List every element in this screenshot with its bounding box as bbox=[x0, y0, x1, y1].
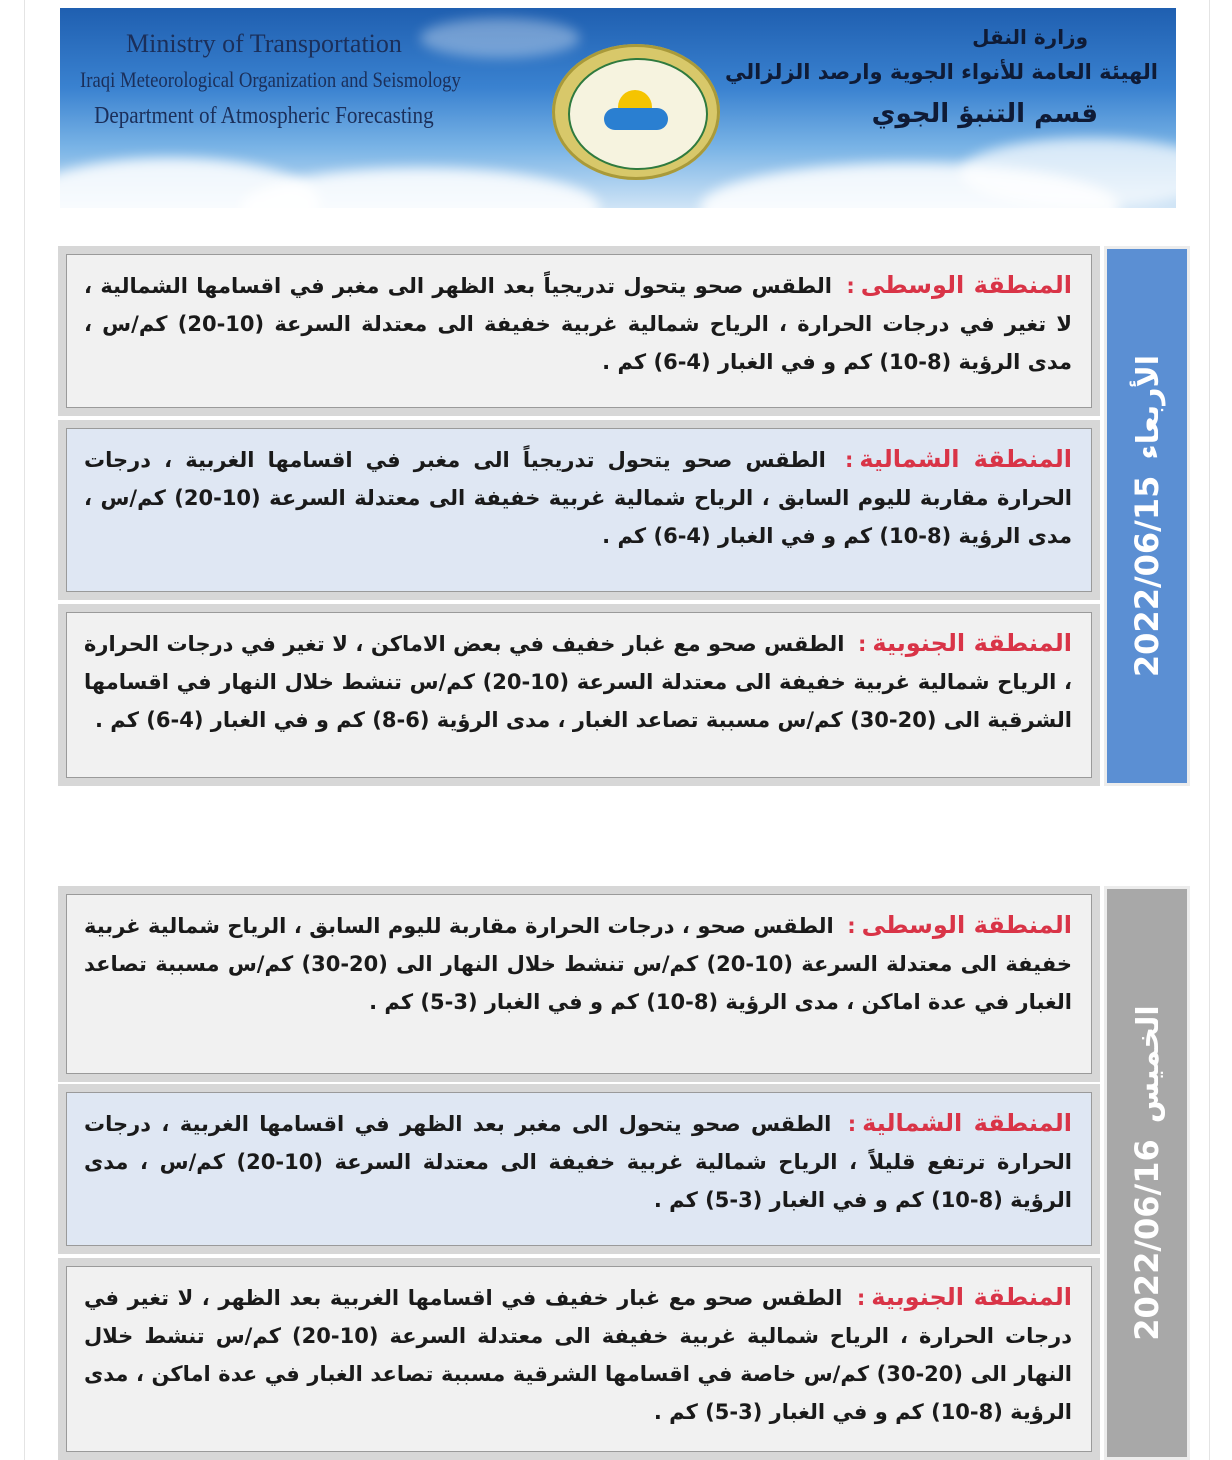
region-forecast: المنطقة الجنوبية: الطقس صحو مع غبار خفيف في اقسامها الغربية بعد الظهر ، لا تغير في درجات الحرارة ، الرياح شمالية غربية خفيفة الى معتدلة السرعة (10-20) كم/س تنشط خلال النهار الى (20-30) كم/س خاصة في اقسامها الشرقية مسببة تصاعد الغبار في عدة اماكن ، مدى الرؤية (8-10) كم و في الغبار (3-5) كم . bbox=[84, 1283, 1072, 1424]
date-label bbox=[1128, 355, 1166, 677]
region-central bbox=[58, 886, 1100, 1082]
region-forecast-text: الطقس صحو ، درجات الحرارة مقاربة لليوم السابق ، الرياح شمالية غربية خفيفة الى معتدلة السرعة (10-20) كم/س تنشط خلال النهار الى (20-30) كم/س مسببة تصاعد الغبار في عدة اماكن ، مدى الرؤية (8-10) كم و في الغبار (3-5) كم . bbox=[84, 914, 1072, 1014]
date-bar bbox=[1104, 246, 1190, 786]
organization-name-en: Iraqi Meteorological Organization and Seismology bbox=[80, 67, 461, 92]
organization-name-ar: الهيئة العامة للأنواء الجوية وارصد الزلزالي bbox=[725, 60, 1158, 84]
department-name-ar: قسم التنبؤ الجوي bbox=[871, 99, 1098, 129]
region-forecast-text: الطقس صحو مع غبار خفيف في بعض الاماكن ، لا تغير في درجات الحرارة ، الرياح شمالية غربية خفيفة الى معتدلة السرعة (10-20) كم/س تنشط خلال النهار في اقسامها الشرقية الى (20-30) كم/س مسببة تصاعد الغبار ، مدى الرؤية (6-8) كم و في الغبار (4-6) كم . bbox=[84, 632, 1072, 732]
region-name: المنطقة الشمالية bbox=[859, 445, 1072, 473]
region-forecast: المنطقة الشمالية: الطقس صحو يتحول تدريجياً الى مغبر في اقسامها الغربية ، درجات الحرارة مقاربة لليوم السابق ، الرياح شمالية غربية خفيفة الى معتدلة السرعة (10-20) كم/س ، مدى الرؤية (8-10) كم و في الغبار (4-6) كم . bbox=[84, 445, 1072, 548]
header-arabic bbox=[725, 22, 1158, 136]
page-edge-left bbox=[0, 0, 25, 1460]
region-name: المنطقة الجنوبية bbox=[871, 1283, 1072, 1311]
date-label bbox=[1128, 1005, 1166, 1340]
region-southern bbox=[58, 1258, 1100, 1460]
region-forecast: المنطقة الجنوبية: الطقس صحو مع غبار خفيف في بعض الاماكن ، لا تغير في درجات الحرارة ، الرياح شمالية غربية خفيفة الى معتدلة السرعة (10-20) كم/س تنشط خلال النهار في اقسامها الشرقية الى (20-30) كم/س مسببة تصاعد الغبار ، مدى الرؤية (6-8) كم و في الغبار (4-6) كم . bbox=[84, 629, 1072, 732]
region-forecast-text: الطقس صحو يتحول تدريجياً بعد الظهر الى مغبر في اقسامها الشمالية ، لا تغير في درجات الحرارة ، الرياح شمالية غربية خفيفة الى معتدلة السرعة (10-20) كم/س ، مدى الرؤية (8-10) كم و في الغبار (4-6) كم . bbox=[84, 274, 1072, 374]
region-forecast-text: الطقس صحو يتحول الى مغبر بعد الظهر في اقسامها الغربية ، درجات الحرارة ترتفع قليلاً ، الرياح شمالية غربية خفيفة الى معتدلة السرعة (10-20) كم/س ، مدى الرؤية (8-10) كم و في الغبار (3-5) كم . bbox=[84, 1112, 1073, 1212]
region-name: المنطقة الوسطى bbox=[861, 911, 1073, 939]
department-name-en: Department of Atmospheric Forecasting bbox=[94, 103, 434, 129]
header-english bbox=[80, 26, 528, 134]
region-northern bbox=[58, 1084, 1100, 1254]
ministry-name-en: Ministry of Transportation bbox=[126, 29, 402, 58]
region-forecast-text: الطقس صحو مع غبار خفيف في اقسامها الغربية بعد الظهر ، لا تغير في درجات الحرارة ، الرياح شمالية غربية خفيفة الى معتدلة السرعة (10-20) كم/س تنشط خلال النهار الى (20-30) كم/س خاصة في اقسامها الشرقية مسببة تصاعد الغبار في عدة اماكن ، مدى الرؤية (8-10) كم و في الغبار (3-5) كم . bbox=[84, 1286, 1072, 1424]
region-southern bbox=[58, 604, 1100, 786]
region-central bbox=[58, 246, 1100, 416]
region-forecast-text: الطقس صحو يتحول تدريجياً الى مغبر في اقسامها الغربية ، درجات الحرارة مقاربة لليوم السابق ، الرياح شمالية غربية خفيفة الى معتدلة السرعة (10-20) كم/س ، مدى الرؤية (8-10) كم و في الغبار (4-6) كم . bbox=[84, 448, 1072, 548]
region-name: المنطقة الجنوبية bbox=[872, 629, 1072, 657]
header-banner bbox=[60, 8, 1176, 208]
region-forecast: المنطقة الشمالية: الطقس صحو يتحول الى مغبر بعد الظهر في اقسامها الغربية ، درجات الحرارة ترتفع قليلاً ، الرياح شمالية غربية خفيفة الى معتدلة السرعة (10-20) كم/س ، مدى الرؤية (8-10) كم و في الغبار (3-5) كم . bbox=[84, 1109, 1073, 1212]
region-forecast: المنطقة الوسطى: الطقس صحو يتحول تدريجياً بعد الظهر الى مغبر في اقسامها الشمالية ، لا تغير في درجات الحرارة ، الرياح شمالية غربية خفيفة الى معتدلة السرعة (10-20) كم/س ، مدى الرؤية (8-10) كم و في الغبار (4-6) كم . bbox=[84, 271, 1072, 374]
organization-logo-icon bbox=[552, 44, 720, 180]
date-bar bbox=[1104, 886, 1190, 1460]
page-edge-right bbox=[1209, 0, 1232, 1460]
region-northern bbox=[58, 420, 1100, 600]
region-forecast: المنطقة الوسطى: الطقس صحو ، درجات الحرارة مقاربة لليوم السابق ، الرياح شمالية غربية خفيفة الى معتدلة السرعة (10-20) كم/س تنشط خلال النهار الى (20-30) كم/س مسببة تصاعد الغبار في عدة اماكن ، مدى الرؤية (8-10) كم و في الغبار (3-5) كم . bbox=[84, 911, 1073, 1014]
day-name: الخميس bbox=[1131, 1005, 1166, 1124]
date-value: 2022/06/15 bbox=[1128, 475, 1166, 678]
regions-day-1 bbox=[58, 246, 1100, 786]
region-name: المنطقة الشمالية bbox=[862, 1109, 1073, 1137]
day-name: الأربعاء bbox=[1131, 354, 1166, 460]
ministry-name-ar: وزارة النقل bbox=[972, 25, 1088, 49]
date-value: 2022/06/16 bbox=[1128, 1139, 1166, 1341]
regions-day-2 bbox=[58, 886, 1100, 1460]
region-name: المنطقة الوسطى bbox=[860, 271, 1072, 299]
forecast-day-2 bbox=[58, 886, 1190, 1460]
forecast-day-1 bbox=[58, 246, 1190, 786]
